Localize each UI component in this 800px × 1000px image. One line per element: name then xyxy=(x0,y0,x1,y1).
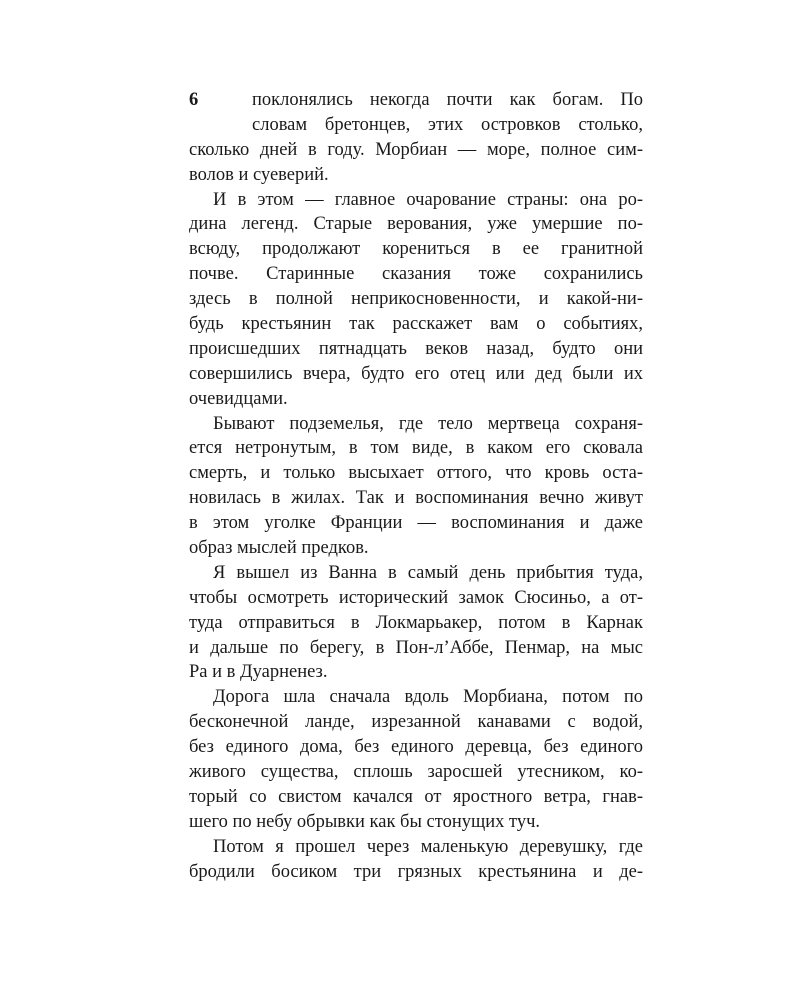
text-line: будь крестьянин так расскажет вам о событиях, xyxy=(189,314,643,335)
text-line: дина легенд. Старые верования, уже умершие по- xyxy=(189,214,643,235)
text-line: чтобы осмотреть исторический замок Сюсиньо, а от- xyxy=(189,587,643,608)
text-line: совершились вчера, будто его отец или дед были их xyxy=(189,363,643,384)
text-line: Я вышел из Ванна в самый день прибытия туда, xyxy=(213,562,643,583)
text-line: поклонялись некогда почти как богам. По xyxy=(252,90,643,110)
text-line: здесь в полной неприкосновенности, и какой-ни- xyxy=(189,289,643,310)
text-line: очевидцами. xyxy=(189,388,288,409)
text-line: образ мыслей предков. xyxy=(189,538,369,559)
page-number: 6 xyxy=(189,90,199,110)
text-line: И в этом — главное очарование страны: она ро- xyxy=(213,189,643,210)
text-line: шего по небу обрывки как бы стонущих туч. xyxy=(189,811,541,832)
text-line: волов и суеверий. xyxy=(189,164,329,185)
text-line: в этом уголке Франции — воспоминания и даже xyxy=(189,513,643,534)
text-line: ется нетронутым, в том виде, в каком его сковала xyxy=(189,438,643,459)
text-line: смерть, и только высыхает оттого, что кровь оста- xyxy=(189,463,643,484)
text-line: всюду, продолжают корениться в ее гранитной xyxy=(189,239,643,260)
text-line: живого существа, сплошь заросшей утесником, ко- xyxy=(189,762,643,783)
text-line: почве. Старинные сказания тоже сохранились xyxy=(189,264,643,285)
text-line: Ра и в Дуарненез. xyxy=(189,662,328,683)
text-line: бесконечной ланде, изрезанной канавами с водой, xyxy=(189,712,643,733)
text-line: туда отправиться в Локмарьакер, потом в Карнак xyxy=(189,612,643,633)
text-line: Дорога шла сначала вдоль Морбиана, потом по xyxy=(213,687,643,708)
text-line: новилась в жилах. Так и воспоминания вечно живут xyxy=(189,488,643,509)
text-line: Потом я прошел через маленькую деревушку, где xyxy=(213,836,643,857)
body-text xyxy=(189,88,643,885)
text-line: без единого дома, без единого деревца, без единого xyxy=(189,737,643,758)
text-line: словам бретонцев, этих островков столько, xyxy=(252,114,643,135)
text-line: происшедших пятнадцать веков назад, будто они xyxy=(189,338,643,359)
text-line: и дальше по берегу, в Пон-л’Аббе, Пенмар, на мыс xyxy=(189,637,643,658)
text-line: бродили босиком три грязных крестьянина и де- xyxy=(189,861,643,882)
text-line: торый со свистом качался от яростного ветра, гнав- xyxy=(189,786,643,807)
text-line: Бывают подземелья, где тело мертвеца сохраня- xyxy=(213,413,643,434)
text-line: сколько дней в году. Морбиан — море, полное сим- xyxy=(189,139,643,160)
